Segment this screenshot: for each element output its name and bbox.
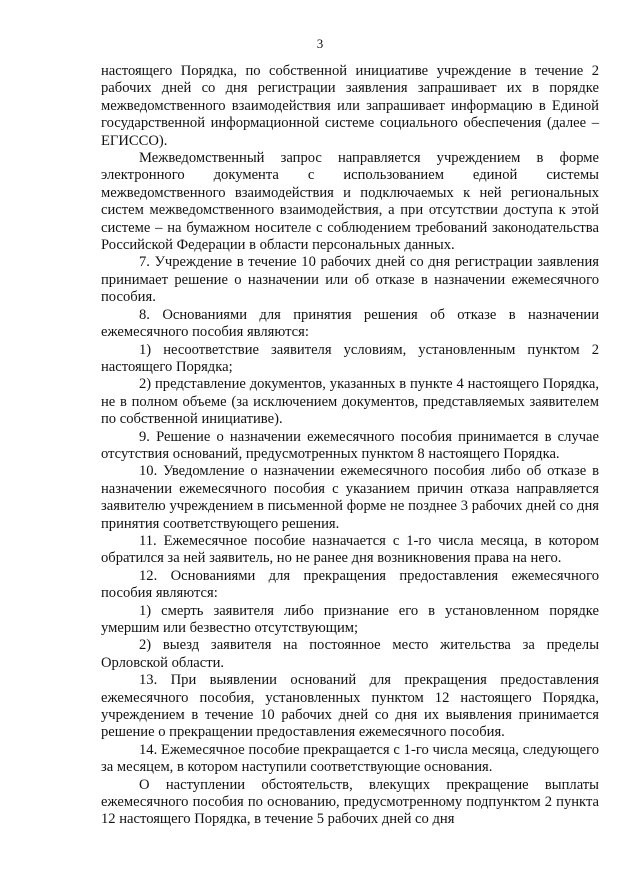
paragraph-item-8-sub-1: 1) несоответствие заявителя условиям, установленным пунктом 2 настоящего Порядка; (101, 341, 599, 375)
paragraph-item-14: 14. Ежемесячное пособие прекращается с 1-го числа месяца, следующего за месяцем, в котором наступили соответствующие основания. (101, 741, 599, 776)
paragraph-circumstances: О наступлении обстоятельств, влекущих прекращение выплаты ежемесячного пособия по основанию, предусмотренному подпунктом 2 пункта 12 настоящего Порядка, в течение 5 рабочих дней со дня (101, 776, 599, 828)
paragraph-item-8: 8. Основаниями для принятия решения об отказе в назначении ежемесячного пособия являются: (101, 306, 599, 341)
paragraph-item-12-sub-2: 2) выезд заявителя на постоянное место жительства за пределы Орловской области. (101, 637, 599, 671)
paragraph-item-12-sub-1: 1) смерть заявителя либо признание его в установленном порядке умершим или безвестно отсутствующим; (101, 602, 599, 636)
paragraph-item-7: 7. Учреждение в течение 10 рабочих дней со дня регистрации заявления принимает решение о назначении или об отказе в назначении ежемесячного пособия. (101, 254, 599, 306)
paragraph-item-10: 10. Уведомление о назначении ежемесячного пособия либо об отказе в назначении ежемесячного пособия с указанием причин отказа направляется заявителю учреждением в письменной форме не позднее 3 рабочих дней со дня принятия соответствующего решения. (101, 463, 599, 532)
document-body (101, 63, 599, 829)
paragraph-item-9: 9. Решение о назначении ежемесячного пособия принимается в случае отсутствия оснований, предусмотренных пунктом 8 настоящего Порядка. (101, 428, 599, 462)
paragraph-continuation: настоящего Порядка, по собственной инициативе учреждение в течение 2 рабочих дней со дня регистрации заявления запрашивает их в порядке межведомственного взаимодействия или запрашивает информацию в Единой государственной информационной системе социального обеспечения (далее – ЕГИССО). (101, 63, 599, 149)
paragraph-interagency-request: Межведомственный запрос направляется учреждением в форме электронного документа с использованием единой системы межведомственного взаимодействия и подключаемых к ней региональных систем межведомственного взаимодействия, а при отсутствии доступа к этой системе – на бумажном носителе с соблюдением требований законодательства Российской Федерации в области персональных данных. (101, 150, 599, 254)
paragraph-item-8-sub-2: 2) представление документов, указанных в пункте 4 настоящего Порядка, не в полном объеме (за исключением документов, представляемых заявителем по собственной инициативе). (101, 376, 599, 428)
page-number: 3 (316, 36, 324, 51)
paragraph-item-12: 12. Основаниями для прекращения предоставления ежемесячного пособия являются: (101, 567, 599, 602)
paragraph-item-13: 13. При выявлении оснований для прекращения предоставления ежемесячного пособия, установленных пунктом 12 настоящего Порядка, учреждением в течение 10 рабочих дней со дня их выявления принимается решение о прекращении предоставления ежемесячного пособия. (101, 672, 599, 741)
paragraph-item-11: 11. Ежемесячное пособие назначается с 1-го числа месяца, в котором обратился за ней заявитель, но не ранее дня возникновения права на него. (101, 532, 599, 567)
